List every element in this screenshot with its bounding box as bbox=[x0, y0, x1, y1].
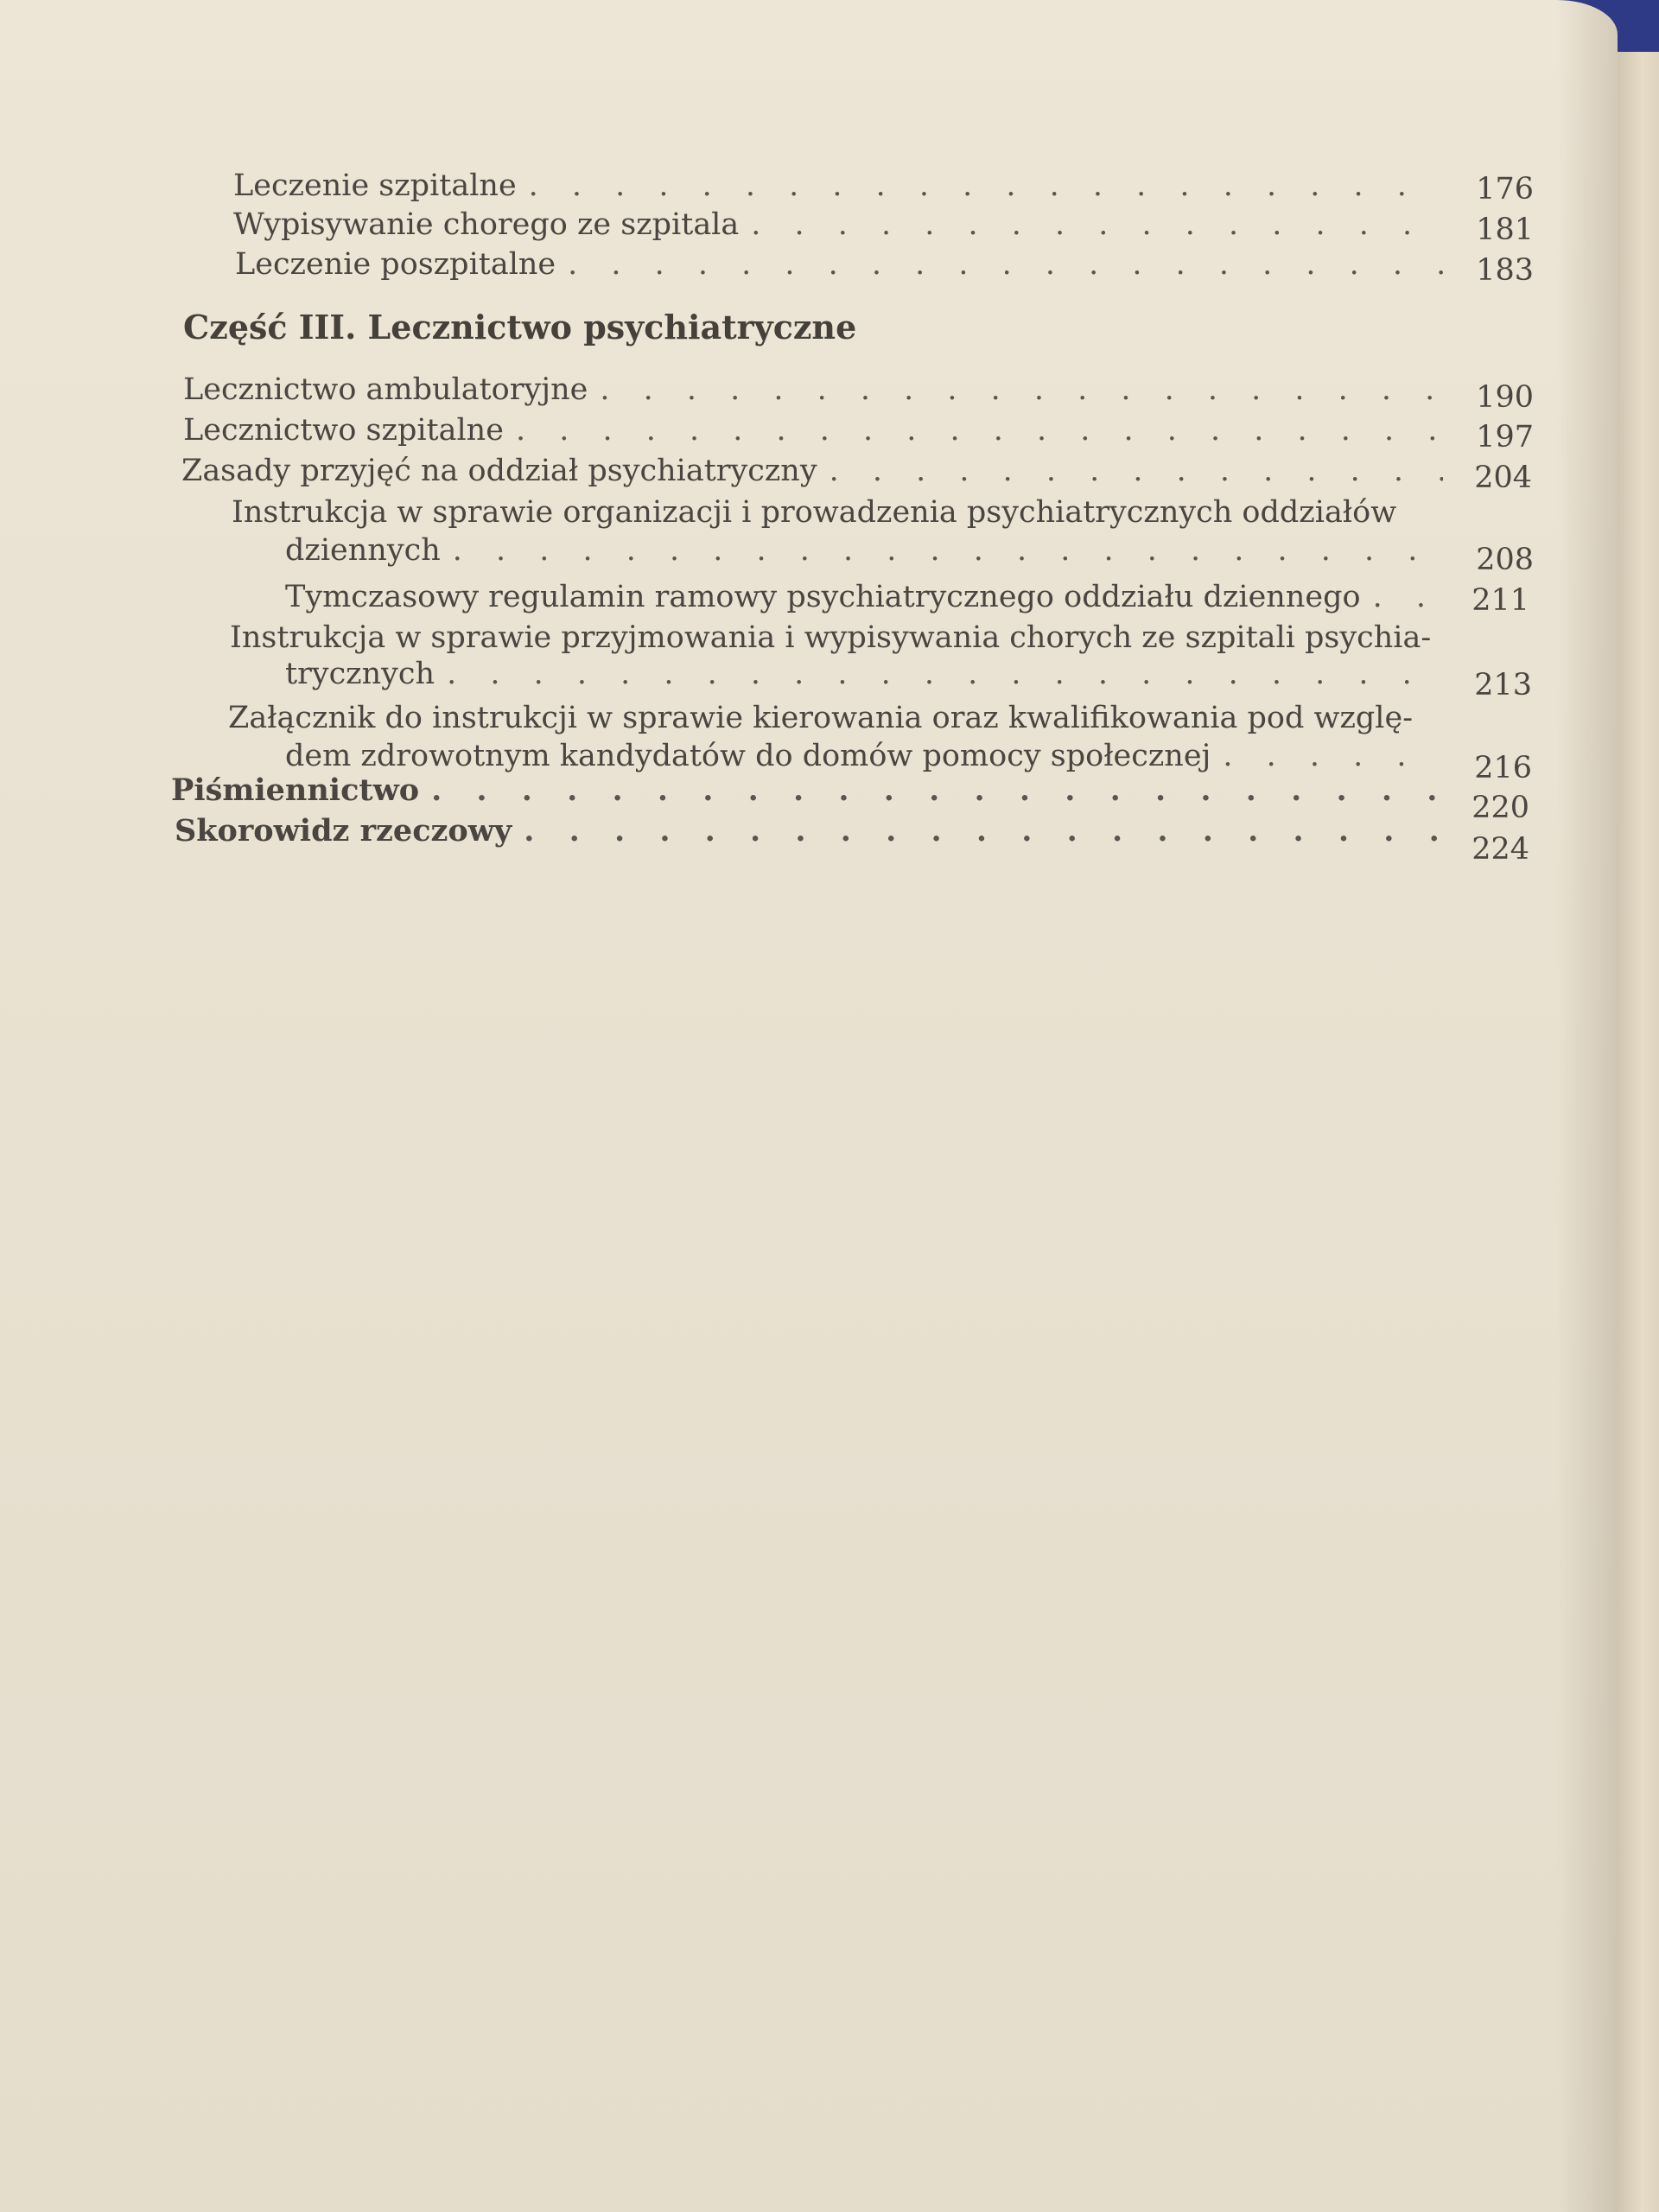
leader-dots bbox=[516, 410, 1443, 450]
toc-entry-title: dziennych bbox=[285, 533, 441, 568]
toc-entry-line: Załącznik do instrukcji w sprawie kierowania oraz kwalifikowania pod wzglę- bbox=[228, 701, 1414, 735]
toc-entry-continuation bbox=[285, 531, 1443, 570]
toc-page-number: 176 bbox=[1476, 172, 1534, 207]
toc-entry-title: dem zdrowotnym kandydatów do domów pomocy społecznej bbox=[285, 739, 1211, 773]
leader-dots bbox=[1373, 577, 1443, 617]
toc-page-number: 213 bbox=[1474, 668, 1532, 702]
toc-page-number: 220 bbox=[1471, 791, 1529, 825]
toc-entry-title: Piśmiennictwo bbox=[171, 772, 420, 808]
toc-entry bbox=[183, 370, 1443, 410]
toc-page-number: 190 bbox=[1476, 380, 1534, 415]
toc-page-number: 216 bbox=[1474, 751, 1532, 785]
part-heading: Część III. Lecznictwo psychiatryczne bbox=[183, 308, 857, 346]
toc-page-number: 181 bbox=[1476, 213, 1534, 247]
leader-dots bbox=[751, 205, 1443, 245]
toc-entry-title: Leczenie szpitalne bbox=[233, 168, 517, 203]
toc-entry-title: Lecznictwo ambulatoryjne bbox=[183, 372, 588, 407]
toc-page-number: 204 bbox=[1474, 461, 1532, 495]
toc-entry-title: Skorowidz rzeczowy bbox=[175, 813, 512, 849]
leader-dots bbox=[453, 531, 1443, 570]
leader-dots bbox=[600, 370, 1443, 410]
toc-entry-title: Wypisywanie chorego ze szpitala bbox=[233, 207, 740, 242]
toc-entry bbox=[183, 410, 1443, 450]
toc-entry-line: Instrukcja w sprawie organizacji i prowadzenia psychiatrycznych oddziałów bbox=[232, 495, 1397, 530]
toc-entry bbox=[181, 451, 1443, 491]
toc-entry-title: Tymczasowy regulamin ramowy psychiatrycznego oddziału dziennego bbox=[285, 580, 1361, 614]
toc-entry bbox=[285, 577, 1443, 617]
toc-page-number: 208 bbox=[1476, 543, 1534, 577]
leader-dots bbox=[830, 451, 1443, 491]
toc-page-number: 211 bbox=[1471, 583, 1529, 618]
leader-dots bbox=[568, 245, 1443, 284]
leader-dots bbox=[447, 654, 1443, 694]
toc-entry-title: Lecznictwo szpitalne bbox=[183, 413, 504, 448]
toc-entry bbox=[233, 166, 1443, 206]
toc-page-number: 197 bbox=[1476, 420, 1534, 454]
toc-entry-continuation bbox=[285, 654, 1443, 694]
toc-entry bbox=[175, 811, 1441, 851]
toc-page-number: 224 bbox=[1471, 832, 1529, 867]
toc-page-number: 183 bbox=[1476, 253, 1534, 288]
leader-dots bbox=[524, 811, 1441, 851]
toc-entry bbox=[171, 771, 1441, 810]
toc-entry-line: Instrukcja w sprawie przyjmowania i wypisywania chorych ze szpitali psychia- bbox=[230, 620, 1432, 655]
toc-entry bbox=[235, 245, 1443, 284]
toc-entry bbox=[233, 205, 1443, 245]
leader-dots bbox=[431, 771, 1441, 810]
leader-dots bbox=[529, 166, 1443, 206]
toc-entry-title: Leczenie poszpitalne bbox=[235, 247, 556, 282]
toc-entry-title: trycznych bbox=[285, 657, 435, 691]
adjacent-page-edge bbox=[1618, 52, 1659, 2212]
toc-entry-title: Zasady przyjęć na oddział psychiatryczny bbox=[181, 454, 817, 488]
